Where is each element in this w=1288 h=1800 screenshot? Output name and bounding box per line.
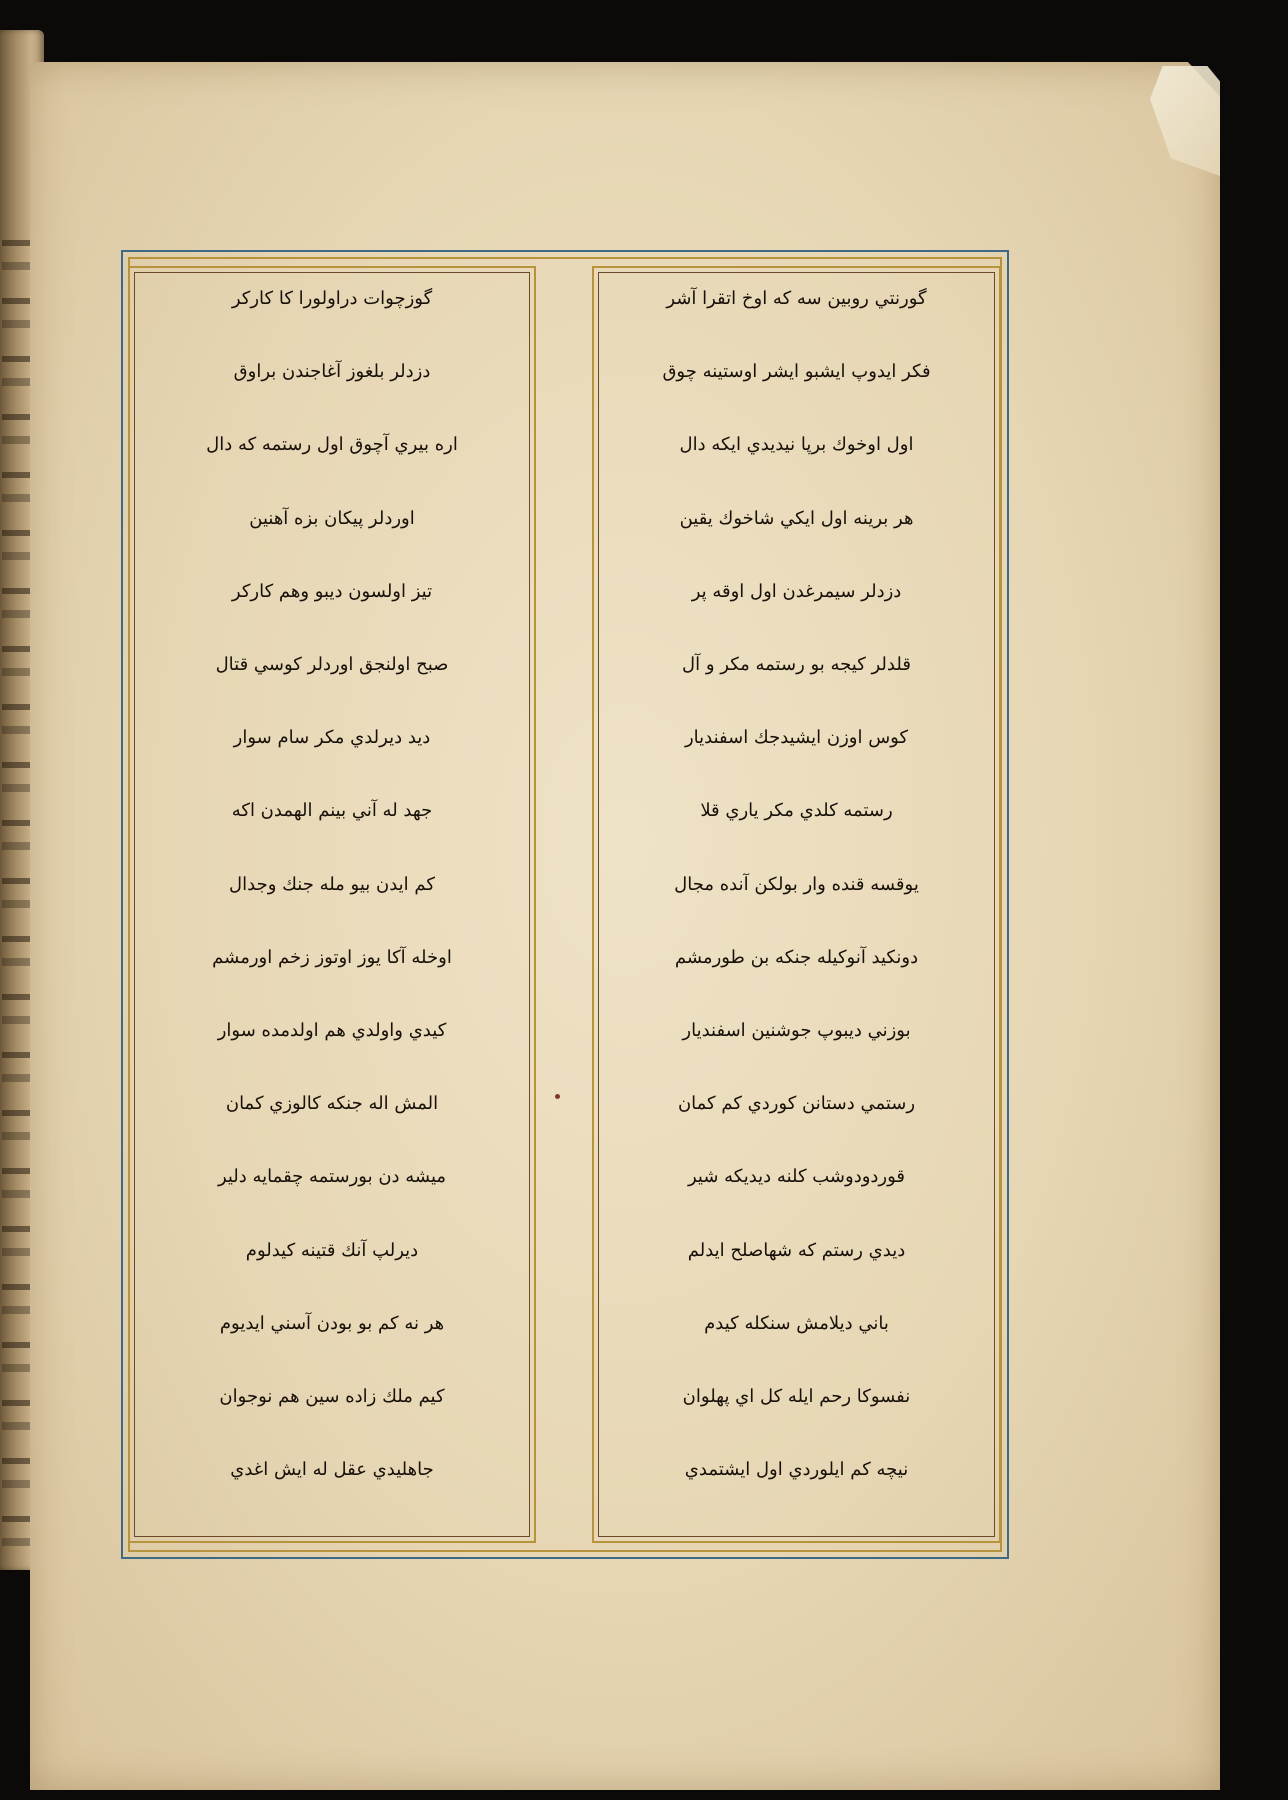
left-verse-line-4: اوردلر پيكان بزه آهنين (249, 507, 415, 529)
right-verse-line-8: رستمه كلدي مكر ياري قلا (700, 800, 893, 822)
ink-speck (555, 1094, 560, 1099)
right-verse-column (592, 266, 1001, 1543)
left-verse-line-9: كم ايدن بيو مله جنك وجدال (229, 873, 435, 895)
right-verse-line-12: رستمي دستانن كوردي كم كمان (677, 1093, 916, 1115)
left-verse-line-17: جاهليدي عقل له ايش اغدي (230, 1459, 434, 1481)
adjacent-page-script-traces (2, 240, 30, 1560)
right-verse-line-16: نفسوكا رحم ايله كل اي پهلوان (682, 1386, 911, 1407)
right-verse-line-3: اول اوخوك برپا نيديدي ايكه دال (679, 434, 914, 456)
right-verse-line-14: ديدي رستم كه شهاصلح ايدلم (687, 1239, 906, 1261)
left-verse-line-11: كيدي واولدي هم اولدمده سوار (217, 1020, 447, 1041)
right-verse-line-4: هر برينه اول ايكي شاخوك يقين (679, 507, 914, 529)
left-verse-line-5: تيز اولسون ديبو وهم كاركر (231, 580, 433, 602)
column-gutter (536, 266, 592, 1543)
right-verse-line-10: دونكيد آنوكيله جنكه بن طورمشم (674, 946, 919, 968)
right-verse-line-9: يوقسه قنده وار بولكن آنده مجال (674, 873, 919, 895)
left-verse-line-13: ميشه دن بورستمه چقمايه دلير (217, 1166, 447, 1188)
left-verse-line-16: كيم ملك زاده سين هم نوجوان (219, 1386, 445, 1407)
left-verse-line-15: هر نه كم بو بودن آسني ايديوم (219, 1312, 445, 1334)
left-verse-line-12: المش اله جنكه كالوزي كمان (225, 1093, 439, 1115)
right-verse-line-5: دزدلر سيمرغدن اول اوقه پر (691, 580, 902, 602)
left-verse-line-6: صبح اولنجق اوردلر كوسي قتال (215, 654, 449, 675)
left-verse-line-2: دزدلر بلغوز آغاجندن براوق (233, 361, 431, 383)
left-verse-line-14: ديرلپ آنك قتينه كيدلوم (245, 1239, 419, 1261)
right-verse-line-11: بوزني ديبوپ جوشنين اسفنديار (682, 1020, 911, 1041)
right-verse-line-15: باني ديلامش سنكله كيدم (704, 1312, 889, 1334)
left-verse-line-7: ديد ديرلدي مكر سام سوار (233, 727, 431, 749)
left-verse-line-1: گوزچوات دراولورا كا كاركر (231, 288, 433, 309)
right-verse-line-2: فكر ايدوپ ايشبو ايشر اوستينه چوق (662, 361, 931, 383)
right-verse-line-17: نيچه كم ايلوردي اول ايشتمدي (684, 1459, 909, 1481)
right-verse-line-7: كوس اوزن ايشيدجك اسفنديار (684, 727, 909, 749)
left-verse-line-8: جهد له آني بينم الهمدن اكه (231, 800, 433, 822)
left-verse-column (128, 266, 536, 1543)
right-verse-line-1: گورنتي روبين سه كه اوخ اتقرا آشر (666, 288, 927, 309)
left-verse-line-3: اره بيري آچوق اول رستمه كه دال (206, 434, 458, 456)
left-verse-line-10: اوخله آكا يوز اوتوز زخم اورمشم (212, 946, 452, 968)
right-verse-line-6: قلدلر كيجه بو رستمه مكر و آل (682, 654, 911, 675)
right-verse-line-13: قوردودوشب كلنه ديديكه شير (687, 1166, 906, 1188)
